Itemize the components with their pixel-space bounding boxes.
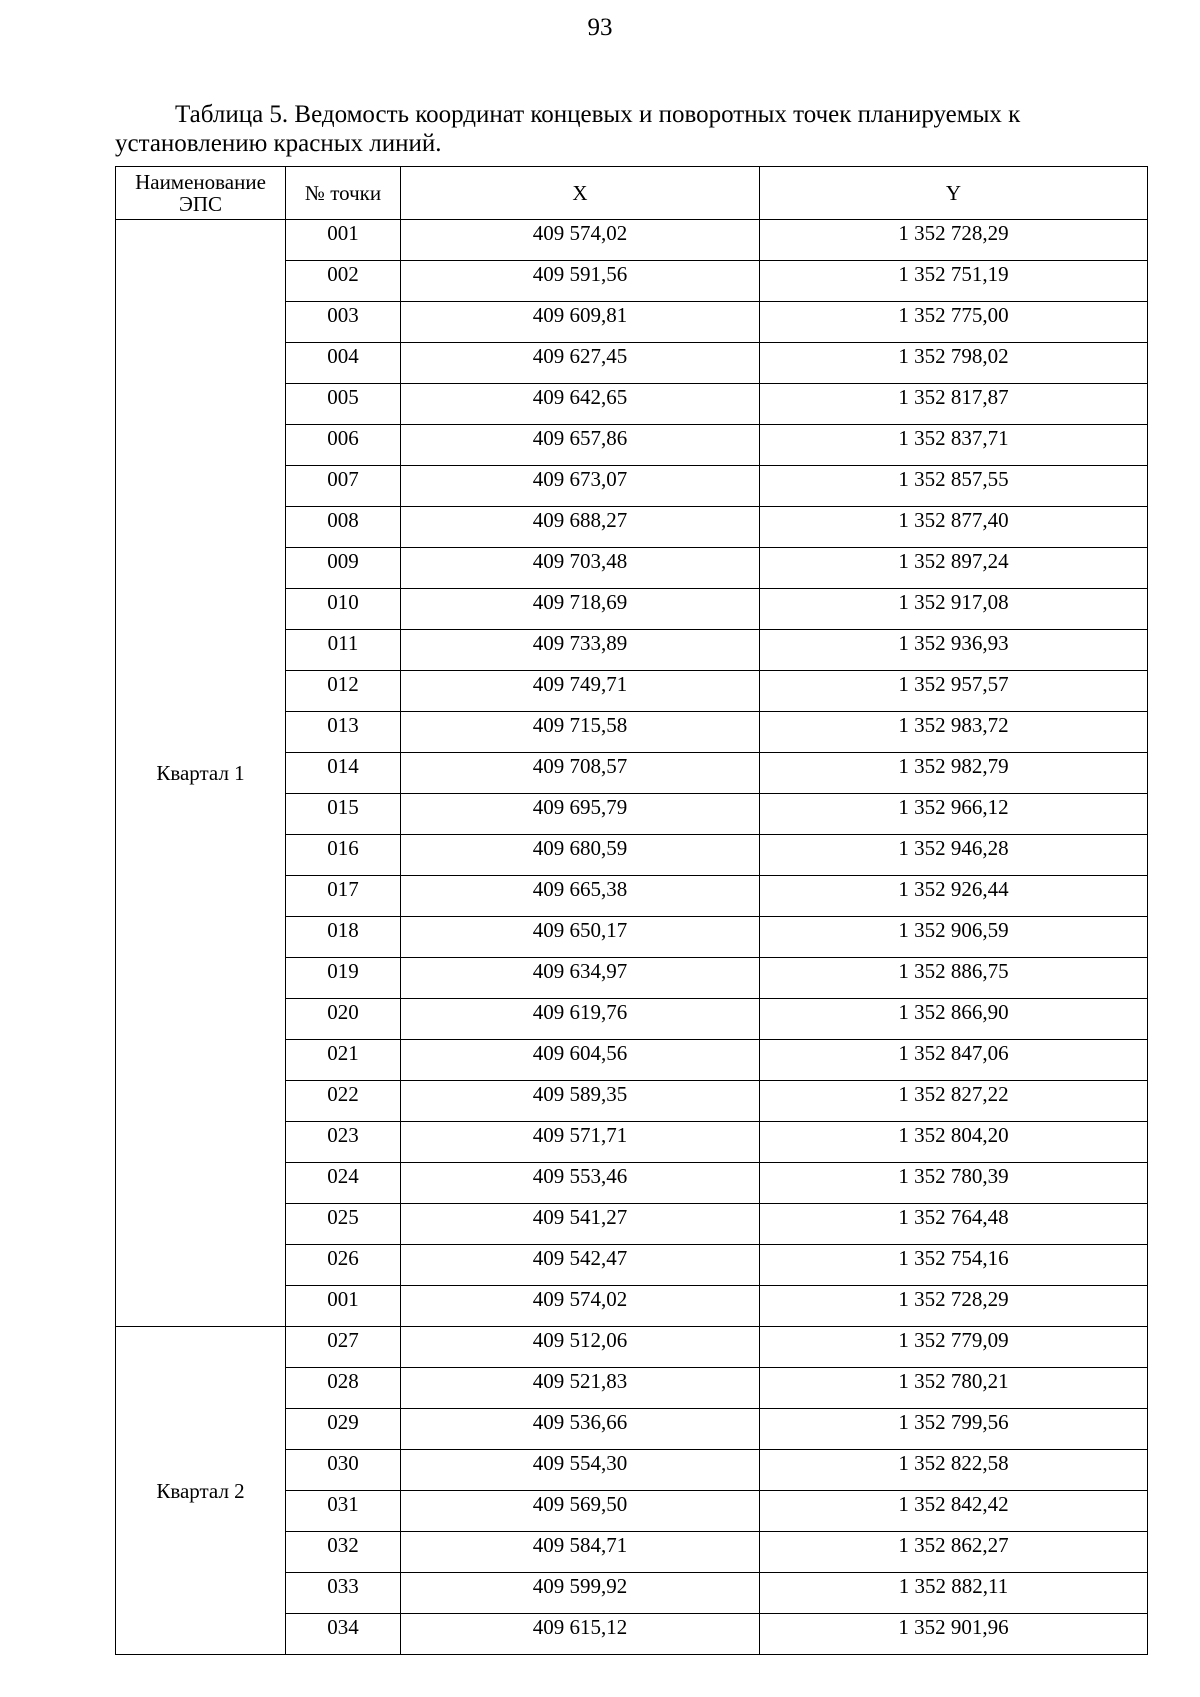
y-coordinate-cell: 1 352 775,00: [760, 302, 1148, 343]
group-name-cell: Квартал 2: [116, 1327, 286, 1655]
x-coordinate-cell: 409 521,83: [401, 1368, 760, 1409]
x-coordinate-cell: 409 657,86: [401, 425, 760, 466]
header-y: Y: [760, 167, 1148, 220]
point-cell: 023: [286, 1122, 401, 1163]
y-coordinate-cell: 1 352 799,56: [760, 1409, 1148, 1450]
x-coordinate-cell: 409 512,06: [401, 1327, 760, 1368]
point-cell: 019: [286, 958, 401, 999]
table-header: [116, 167, 1148, 220]
point-cell: 022: [286, 1081, 401, 1122]
x-coordinate-cell: 409 715,58: [401, 712, 760, 753]
y-coordinate-cell: 1 352 926,44: [760, 876, 1148, 917]
x-coordinate-cell: 409 569,50: [401, 1491, 760, 1532]
y-coordinate-cell: 1 352 886,75: [760, 958, 1148, 999]
x-coordinate-cell: 409 541,27: [401, 1204, 760, 1245]
x-coordinate-cell: 409 703,48: [401, 548, 760, 589]
y-coordinate-cell: 1 352 982,79: [760, 753, 1148, 794]
point-cell: 013: [286, 712, 401, 753]
table-body: [116, 220, 1148, 1655]
y-coordinate-cell: 1 352 754,16: [760, 1245, 1148, 1286]
point-cell: 006: [286, 425, 401, 466]
header-name-line2: ЭПС: [178, 192, 223, 216]
y-coordinate-cell: 1 352 882,11: [760, 1573, 1148, 1614]
y-coordinate-cell: 1 352 817,87: [760, 384, 1148, 425]
x-coordinate-cell: 409 599,92: [401, 1573, 760, 1614]
y-coordinate-cell: 1 352 751,19: [760, 261, 1148, 302]
y-coordinate-cell: 1 352 847,06: [760, 1040, 1148, 1081]
point-cell: 026: [286, 1245, 401, 1286]
y-coordinate-cell: 1 352 827,22: [760, 1081, 1148, 1122]
point-cell: 020: [286, 999, 401, 1040]
point-cell: 003: [286, 302, 401, 343]
x-coordinate-cell: 409 553,46: [401, 1163, 760, 1204]
y-coordinate-cell: 1 352 983,72: [760, 712, 1148, 753]
x-coordinate-cell: 409 542,47: [401, 1245, 760, 1286]
x-coordinate-cell: 409 708,57: [401, 753, 760, 794]
x-coordinate-cell: 409 571,71: [401, 1122, 760, 1163]
x-coordinate-cell: 409 584,71: [401, 1532, 760, 1573]
x-coordinate-cell: 409 680,59: [401, 835, 760, 876]
x-coordinate-cell: 409 665,38: [401, 876, 760, 917]
y-coordinate-cell: 1 352 798,02: [760, 343, 1148, 384]
y-coordinate-cell: 1 352 906,59: [760, 917, 1148, 958]
y-coordinate-cell: 1 352 897,24: [760, 548, 1148, 589]
coordinates-table: [115, 166, 1148, 1655]
point-cell: 032: [286, 1532, 401, 1573]
x-coordinate-cell: 409 695,79: [401, 794, 760, 835]
y-coordinate-cell: 1 352 862,27: [760, 1532, 1148, 1573]
x-coordinate-cell: 409 536,66: [401, 1409, 760, 1450]
point-cell: 024: [286, 1163, 401, 1204]
x-coordinate-cell: 409 673,07: [401, 466, 760, 507]
x-coordinate-cell: 409 642,65: [401, 384, 760, 425]
point-cell: 008: [286, 507, 401, 548]
page-number: 93: [587, 14, 613, 41]
point-cell: 011: [286, 630, 401, 671]
y-coordinate-cell: 1 352 917,08: [760, 589, 1148, 630]
x-coordinate-cell: 409 609,81: [401, 302, 760, 343]
table-caption: Таблица 5. Ведомость координат концевых и поворотных точек планируемых к установлению красных линий.: [115, 101, 1021, 157]
x-coordinate-cell: 409 688,27: [401, 507, 760, 548]
header-row: [116, 167, 1148, 220]
y-coordinate-cell: 1 352 966,12: [760, 794, 1148, 835]
header-name-line1: Наименование: [135, 170, 266, 194]
header-name: [116, 167, 286, 220]
y-coordinate-cell: 1 352 728,29: [760, 220, 1148, 261]
point-cell: 027: [286, 1327, 401, 1368]
point-cell: 034: [286, 1614, 401, 1655]
y-coordinate-cell: 1 352 764,48: [760, 1204, 1148, 1245]
y-coordinate-cell: 1 352 842,42: [760, 1491, 1148, 1532]
point-cell: 015: [286, 794, 401, 835]
y-coordinate-cell: 1 352 857,55: [760, 466, 1148, 507]
point-cell: 030: [286, 1450, 401, 1491]
point-cell: 014: [286, 753, 401, 794]
point-cell: 031: [286, 1491, 401, 1532]
x-coordinate-cell: 409 627,45: [401, 343, 760, 384]
y-coordinate-cell: 1 352 957,57: [760, 671, 1148, 712]
x-coordinate-cell: 409 733,89: [401, 630, 760, 671]
y-coordinate-cell: 1 352 780,21: [760, 1368, 1148, 1409]
point-cell: 001: [286, 220, 401, 261]
table-row: [116, 1327, 1148, 1368]
header-point: № точки: [286, 167, 401, 220]
point-cell: 017: [286, 876, 401, 917]
point-cell: 018: [286, 917, 401, 958]
point-cell: 012: [286, 671, 401, 712]
y-coordinate-cell: 1 352 837,71: [760, 425, 1148, 466]
point-cell: 033: [286, 1573, 401, 1614]
x-coordinate-cell: 409 591,56: [401, 261, 760, 302]
y-coordinate-cell: 1 352 877,40: [760, 507, 1148, 548]
x-coordinate-cell: 409 615,12: [401, 1614, 760, 1655]
group-name-cell: Квартал 1: [116, 220, 286, 1327]
point-cell: 029: [286, 1409, 401, 1450]
x-coordinate-cell: 409 589,35: [401, 1081, 760, 1122]
y-coordinate-cell: 1 352 728,29: [760, 1286, 1148, 1327]
point-cell: 001: [286, 1286, 401, 1327]
x-coordinate-cell: 409 554,30: [401, 1450, 760, 1491]
y-coordinate-cell: 1 352 822,58: [760, 1450, 1148, 1491]
y-coordinate-cell: 1 352 901,96: [760, 1614, 1148, 1655]
x-coordinate-cell: 409 650,17: [401, 917, 760, 958]
point-cell: 025: [286, 1204, 401, 1245]
x-coordinate-cell: 409 604,56: [401, 1040, 760, 1081]
x-coordinate-cell: 409 718,69: [401, 589, 760, 630]
y-coordinate-cell: 1 352 946,28: [760, 835, 1148, 876]
x-coordinate-cell: 409 749,71: [401, 671, 760, 712]
y-coordinate-cell: 1 352 780,39: [760, 1163, 1148, 1204]
table-row: [116, 220, 1148, 261]
point-cell: 005: [286, 384, 401, 425]
point-cell: 007: [286, 466, 401, 507]
point-cell: 028: [286, 1368, 401, 1409]
point-cell: 002: [286, 261, 401, 302]
y-coordinate-cell: 1 352 936,93: [760, 630, 1148, 671]
x-coordinate-cell: 409 574,02: [401, 1286, 760, 1327]
point-cell: 004: [286, 343, 401, 384]
point-cell: 016: [286, 835, 401, 876]
y-coordinate-cell: 1 352 804,20: [760, 1122, 1148, 1163]
x-coordinate-cell: 409 574,02: [401, 220, 760, 261]
x-coordinate-cell: 409 619,76: [401, 999, 760, 1040]
point-cell: 009: [286, 548, 401, 589]
point-cell: 010: [286, 589, 401, 630]
header-x: X: [401, 167, 760, 220]
point-cell: 021: [286, 1040, 401, 1081]
y-coordinate-cell: 1 352 866,90: [760, 999, 1148, 1040]
y-coordinate-cell: 1 352 779,09: [760, 1327, 1148, 1368]
x-coordinate-cell: 409 634,97: [401, 958, 760, 999]
